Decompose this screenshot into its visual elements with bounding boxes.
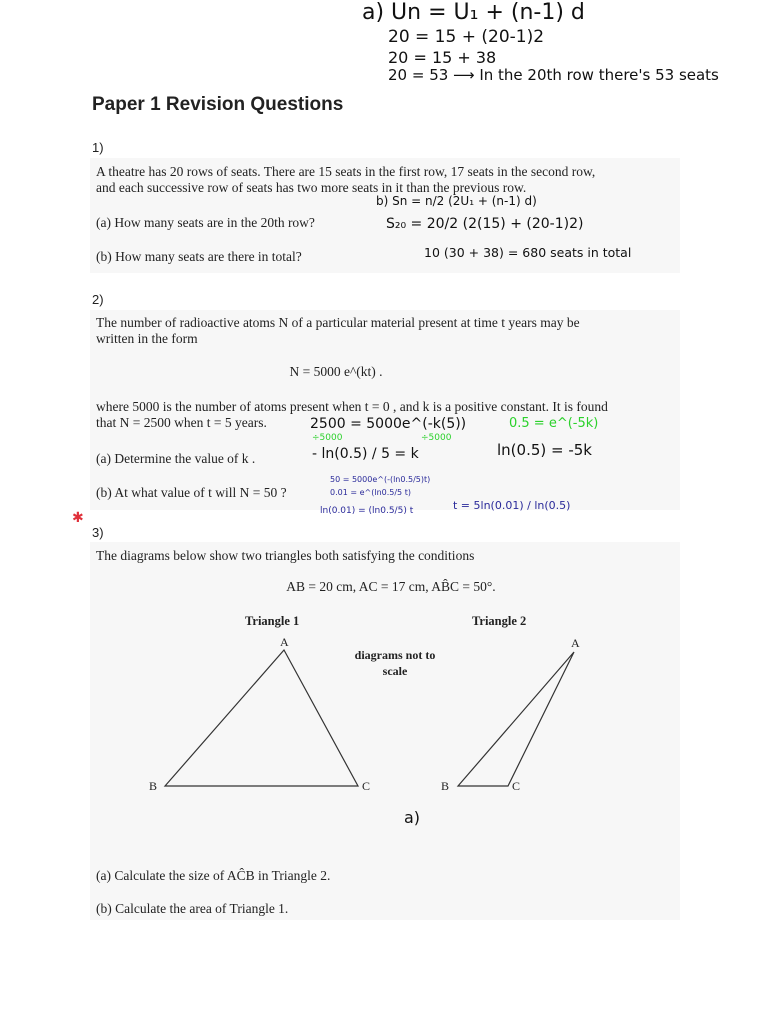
handwritten-answer-line4: 20 = 53 ⟶ In the 20th row there's 53 seats xyxy=(388,66,719,84)
triangle-1-vertex-c: C xyxy=(362,779,371,793)
triangle-2-vertex-c: C xyxy=(512,779,521,793)
question-2-part-b: (b) At what value of t will N = 50 ? xyxy=(96,485,287,500)
scale-note: diagrams not to scale xyxy=(354,648,436,678)
triangle-1-vertex-a: A xyxy=(280,635,289,649)
page-title: Paper 1 Revision Questions xyxy=(92,94,344,115)
triangle-2-label: Triangle 2 xyxy=(472,614,527,628)
handwritten-sum-substitution: S₂₀ = 20/2 (2(15) + (20-1)2) xyxy=(386,216,584,232)
question-2-text-line4: that N = 2500 when t = 5 years. xyxy=(96,415,267,430)
question-2-text-line1: The number of radioactive atoms N of a particular material present at time t years may be xyxy=(96,315,580,330)
question-3-part-b: (b) Calculate the area of Triangle 1. xyxy=(96,901,289,916)
handwritten-k-equation: 2500 = 5000e^(-k(5)) xyxy=(310,416,467,432)
triangle-2-vertex-a: A xyxy=(571,636,580,650)
question-1-number: 1) xyxy=(92,140,104,155)
handwritten-green-step: 0.5 = e^(-5k) xyxy=(509,416,599,431)
triangle-1-shape xyxy=(165,650,358,786)
handwritten-t-answer: t = 5ln(0.01) / ln(0.5) xyxy=(453,499,571,512)
handwritten-formula-line1: a) Un = U₁ + (n-1) d xyxy=(362,0,585,25)
question-1-text-line2: and each successive row of seats has two more seats in it than the previous row. xyxy=(96,180,527,195)
triangle-1-vertex-b: B xyxy=(149,779,158,793)
handwritten-sum-formula: b) Sn = n/2 (2U₁ + (n-1) d) xyxy=(376,194,537,208)
handwritten-formula-line3: 20 = 15 + 38 xyxy=(388,48,497,67)
question-2-text-line2: written in the form xyxy=(96,331,198,346)
question-1-text-line1: A theatre has 20 rows of seats. There are 15 seats in the first row, 17 seats in the second row, xyxy=(96,164,596,179)
question-2-number: 2) xyxy=(92,292,104,307)
red-star-mark: ✱ xyxy=(72,510,84,526)
question-2-part-a: (a) Determine the value of k . xyxy=(96,451,256,466)
question-3-number: 3) xyxy=(92,525,104,540)
handwritten-sum-answer: 10 (30 + 38) = 680 seats in total xyxy=(424,245,632,260)
handwritten-k-solution: - ln(0.5) / 5 = k xyxy=(312,446,419,462)
triangle-1-label: Triangle 1 xyxy=(245,614,300,628)
handwritten-divide-note-left: ÷5000 xyxy=(312,433,343,443)
handwritten-ln-equation: ln(0.5) = -5k xyxy=(497,441,592,459)
handwritten-part-a-marker: a) xyxy=(404,808,421,827)
question-3-conditions: AB = 20 cm, AC = 17 cm, AB̂C = 50°. xyxy=(286,579,496,594)
question-3-text-line1: The diagrams below show two triangles both satisfying the conditions xyxy=(96,548,475,563)
handwritten-divide-note-right: ÷5000 xyxy=(421,433,452,443)
triangle-2-vertex-b: B xyxy=(441,779,450,793)
question-3-part-a: (a) Calculate the size of AĈB in Triangle 2. xyxy=(96,868,331,883)
question-2-formula: N = 5000 e^(kt) . xyxy=(289,364,383,379)
handwritten-t-step1: 50 = 5000e^(-(ln0.5/5)t) xyxy=(330,475,431,484)
handwritten-t-step2: 0.01 = e^(ln0.5/5 t) xyxy=(330,488,411,497)
handwritten-formula-line2: 20 = 15 + (20-1)2 xyxy=(388,27,545,47)
question-2-text-line3: where 5000 is the number of atoms present when t = 0 , and k is a positive constant. It is found xyxy=(96,399,608,414)
question-1-part-a: (a) How many seats are in the 20th row? xyxy=(96,215,315,230)
triangle-2-shape xyxy=(458,652,574,786)
question-1-part-b: (b) How many seats are there in total? xyxy=(96,249,302,264)
handwritten-t-step3: ln(0.01) = (ln0.5/5) t xyxy=(320,506,414,516)
